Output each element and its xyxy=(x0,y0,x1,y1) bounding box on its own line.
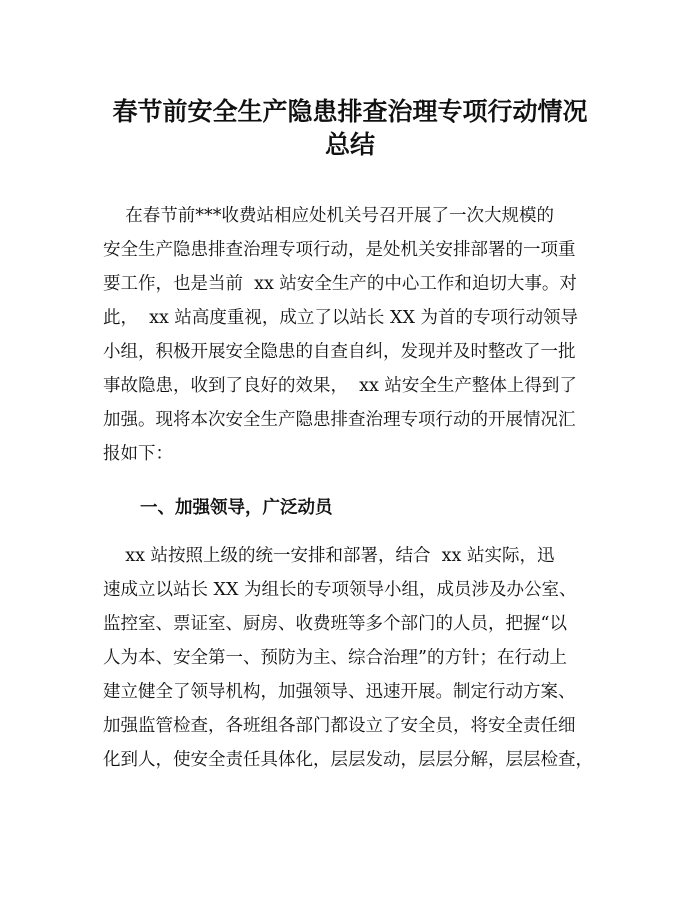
paragraph-line: 加强监管检查，各班组各部门都设立了安全员，将安全责任细 xyxy=(103,716,576,736)
paragraph-line: 在春节前***收费站相应处机关号召开展了一次大规模的 xyxy=(103,206,554,226)
paragraph-line: 小组，积极开展安全隐患的自查自纠，发现并及时整改了一批 xyxy=(103,342,576,362)
document-title-line-1: 春节前安全生产隐患排查治理专项行动情况 xyxy=(112,97,588,126)
paragraph-line: 建立健全了领导机构，加强领导、迅速开展。制定行动方案、 xyxy=(103,682,576,702)
paragraph-line: 速成立以站长 XX 为组长的专项领导小组，成员涉及办公室、 xyxy=(103,580,577,600)
paragraph-line: 监控室、票证室、厨房、收费班等多个部门的人员，把握“以 xyxy=(103,614,567,634)
paragraph-line: 人为本、安全第一、预防为主、综合治理”的方针；在行动上 xyxy=(103,648,567,668)
paragraph-line: 化到人，使安全责任具体化，层层发动，层层分解，层层检查， xyxy=(103,750,593,770)
paragraph-line: 报如下： xyxy=(103,444,173,464)
paragraph-line: 加强。现将本次安全生产隐患排查治理专项行动的开展情况汇 xyxy=(103,410,576,430)
paragraph-line: 事故隐患，收到了良好的效果， xx 站安全生产整体上得到了 xyxy=(103,376,577,396)
paragraph-line: xx 站按照上级的统一安排和部署，结合 xx 站实际，迅 xyxy=(103,546,555,566)
document-title-line-2: 总结 xyxy=(324,130,375,159)
section-heading-1: 一、加强领导，广泛动员 xyxy=(140,498,333,518)
paragraph-line: 安全生产隐患排查治理专项行动，是处机关安排部署的一项重 xyxy=(103,240,576,260)
paragraph-line: 要工作，也是当前 xx 站安全生产的中心工作和迫切大事。对 xyxy=(103,274,577,294)
paragraph-line: 此， xx 站高度重视，成立了以站长 XX 为首的专项行动领导 xyxy=(103,308,578,328)
